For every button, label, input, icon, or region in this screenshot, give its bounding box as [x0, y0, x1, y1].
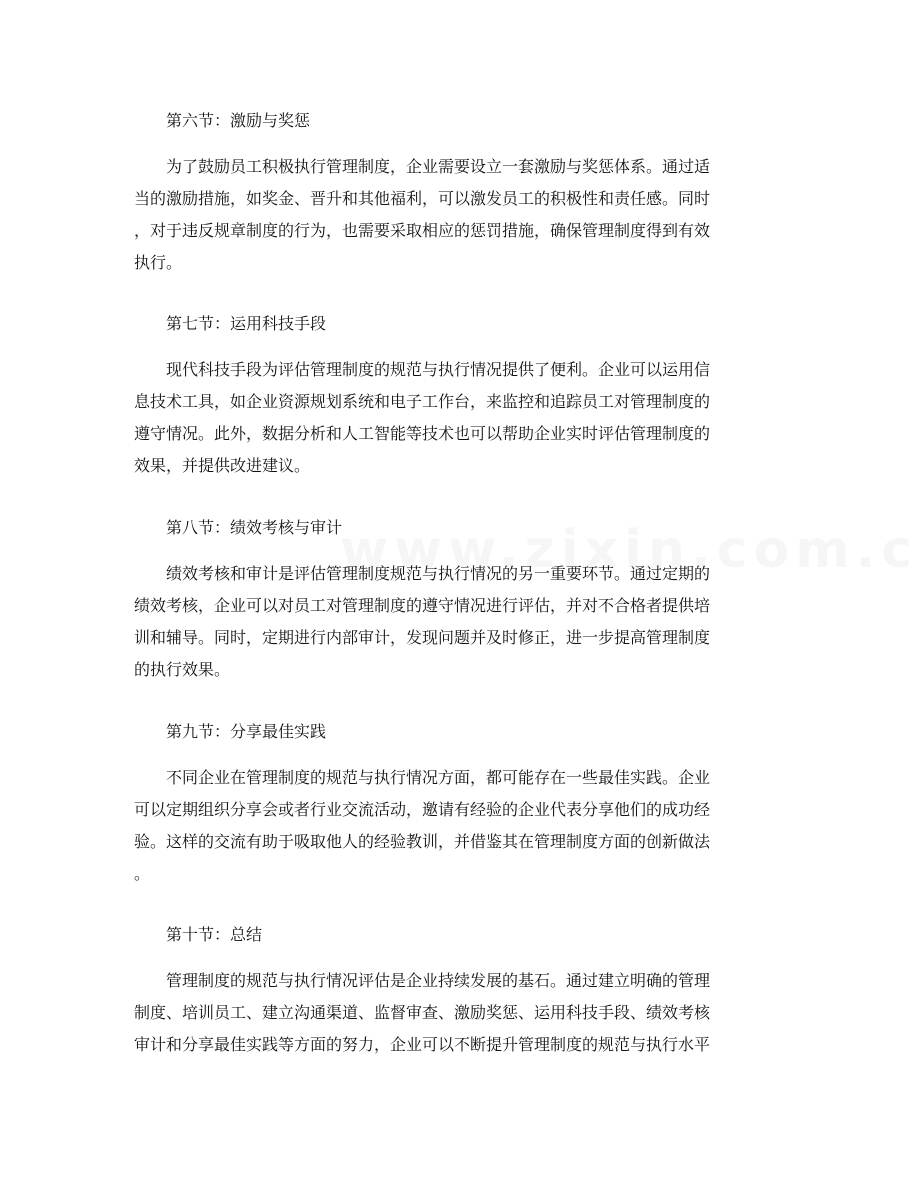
- paragraph-line: ，对于违反规章制度的行为，也需要采取相应的惩罚措施，确保管理制度得到有效: [134, 221, 711, 240]
- section-paragraph-10: [134, 965, 790, 1061]
- section-heading-8: 第八节：绩效考核与审计: [166, 518, 343, 537]
- section-heading-10: 第十节：总结: [166, 925, 263, 944]
- section-paragraph-7: [134, 354, 790, 482]
- section-paragraph-8: [134, 558, 790, 686]
- paragraph-line: 管理制度的规范与执行情况评估是企业持续发展的基石。通过建立明确的管理: [166, 971, 711, 990]
- paragraph-line: 现代科技手段为评估管理制度的规范与执行情况提供了便利。企业可以运用信: [166, 360, 711, 379]
- paragraph-line: 。: [134, 864, 151, 883]
- paragraph-line: 息技术工具，如企业资源规划系统和电子工作台，来监控和追踪员工对管理制度的: [134, 392, 711, 411]
- paragraph-line: 绩效考核和审计是评估管理制度规范与执行情况的另一重要环节。通过定期的: [166, 564, 711, 583]
- paragraph-line: 审计和分享最佳实践等方面的努力，企业可以不断提升管理制度的规范与执行水平: [134, 1035, 711, 1054]
- paragraph-line: 可以定期组织分享会或者行业交流活动，邀请有经验的企业代表分享他们的成功经: [134, 800, 711, 819]
- paragraph-line: 验。这样的交流有助于吸取他人的经验教训，并借鉴其在管理制度方面的创新做法: [134, 832, 711, 851]
- paragraph-line: 绩效考核，企业可以对员工对管理制度的遵守情况进行评估，并对不合格者提供培: [134, 596, 711, 615]
- section-heading-9: 第九节：分享最佳实践: [166, 722, 327, 741]
- paragraph-line: 不同企业在管理制度的规范与执行情况方面，都可能存在一些最佳实践。企业: [166, 768, 711, 787]
- paragraph-line: 效果，并提供改进建议。: [134, 456, 311, 475]
- section-paragraph-9: [134, 762, 790, 890]
- section-heading-7: 第七节：运用科技手段: [166, 314, 327, 333]
- paragraph-line: 当的激励措施，如奖金、晋升和其他福利，可以激发员工的积极性和责任感。同时: [134, 189, 711, 208]
- paragraph-line: 的执行效果。: [134, 660, 231, 679]
- paragraph-line: 执行。: [134, 253, 183, 272]
- paragraph-line: 制度、培训员工、建立沟通渠道、监督审查、激励奖惩、运用科技手段、绩效考核: [134, 1003, 711, 1022]
- section-heading-6: 第六节：激励与奖惩: [166, 111, 311, 130]
- paragraph-line: 训和辅导。同时，定期进行内部审计，发现问题并及时修正，进一步提高管理制度: [134, 628, 711, 647]
- section-paragraph-6: [134, 151, 790, 279]
- paragraph-line: 遵守情况。此外，数据分析和人工智能等技术也可以帮助企业实时评估管理制度的: [134, 424, 711, 443]
- paragraph-line: 为了鼓励员工积极执行管理制度，企业需要设立一套激励与奖惩体系。通过适: [166, 157, 711, 176]
